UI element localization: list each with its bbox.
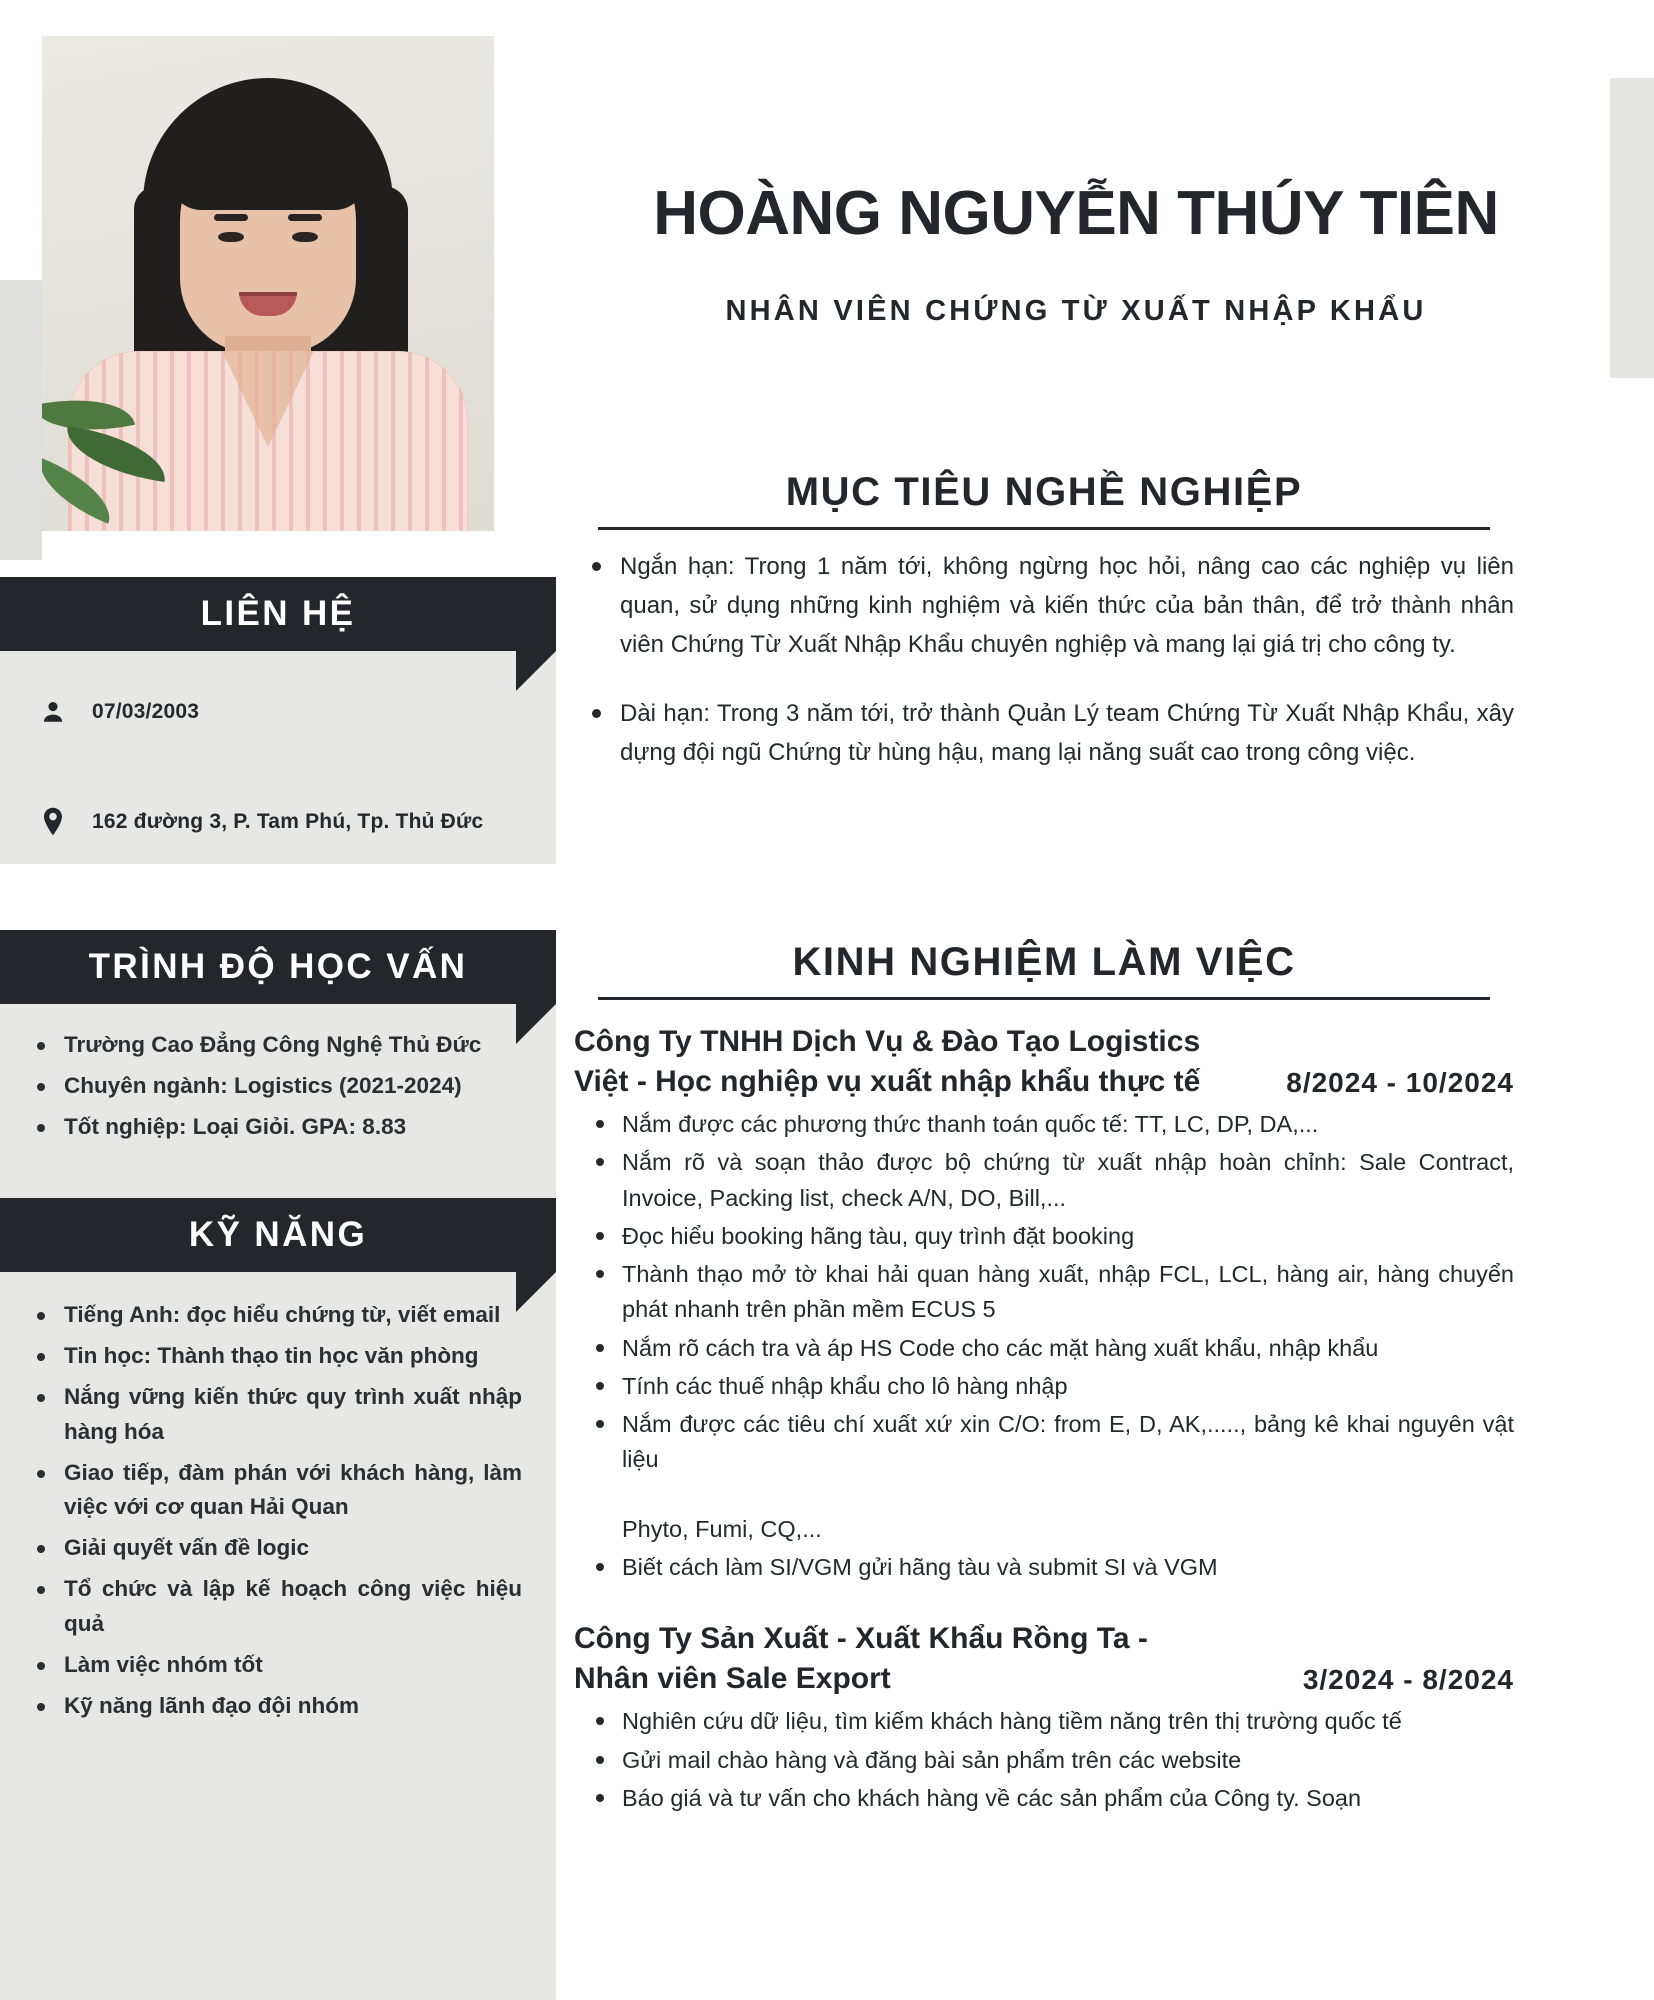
experience-title: KINH NGHIỆM LÀM VIỆC — [792, 940, 1296, 984]
profile-photo — [42, 36, 494, 531]
ribbon-fold — [516, 1272, 556, 1312]
education-section — [0, 930, 556, 1198]
list-item: Nắm rõ và soạn thảo được bộ chứng từ xuất nhập hoàn chỉnh: Sale Contract, Invoice, Packing list, check A/N, DO, Bill,... — [574, 1145, 1514, 1216]
page-title: HOÀNG NGUYỄN THÚY TIÊN — [653, 179, 1499, 248]
person-icon — [36, 699, 70, 725]
job-header — [574, 1022, 1514, 1101]
divider — [598, 997, 1490, 1000]
divider — [598, 527, 1490, 530]
list-item: Báo giá và tư vấn cho khách hàng về các sản phẩm của Công ty. Soạn — [574, 1781, 1514, 1816]
contact-birthdate-value: 07/03/2003 — [92, 700, 200, 723]
contact-section-header — [0, 577, 556, 651]
list-item: Nắm rõ cách tra và áp HS Code cho các mặt hàng xuất khẩu, nhập khẩu — [574, 1331, 1514, 1366]
job-title: Công Ty TNHH Dịch Vụ & Đào Tạo Logistics Việt - Học nghiệp vụ xuất nhập khẩu thực tế — [574, 1025, 1201, 1098]
job-title: Công Ty Sản Xuất - Xuất Khẩu Rồng Ta - Nhân viên Sale Export — [574, 1622, 1148, 1695]
skills-title: KỸ NĂNG — [188, 1215, 368, 1254]
photo-backdrop — [0, 280, 42, 560]
job-duties-list — [574, 1107, 1514, 1585]
list-item: Gửi mail chào hàng và đăng bài sản phẩm trên các website — [574, 1743, 1514, 1778]
skills-list — [0, 1298, 556, 1723]
contact-title: LIÊN HỆ — [200, 594, 356, 633]
job-date: 8/2024 - 10/2024 — [1286, 1067, 1514, 1099]
list-item: Tiếng Anh: đọc hiểu chứng từ, viết email — [30, 1298, 522, 1332]
skills-section-header — [0, 1198, 556, 1272]
list-item: Kỹ năng lãnh đạo đội nhóm — [30, 1689, 522, 1723]
sidebar — [0, 0, 556, 2000]
experience-entry — [574, 1619, 1514, 1816]
list-item: Tốt nghiệp: Loại Giỏi. GPA: 8.83 — [30, 1110, 522, 1144]
ribbon-fold — [516, 1004, 556, 1044]
list-item: Tính các thuế nhập khẩu cho lô hàng nhập — [574, 1369, 1514, 1404]
list-item: Nắm được các phương thức thanh toán quốc tế: TT, LC, DP, DA,... — [574, 1107, 1514, 1142]
job-header — [574, 1619, 1514, 1698]
list-item: Chuyên ngành: Logistics (2021-2024) — [30, 1069, 522, 1103]
list-item: Giải quyết vấn đề logic — [30, 1531, 522, 1565]
experience-entry — [574, 1022, 1514, 1585]
education-title: TRÌNH ĐỘ HỌC VẤN — [88, 947, 468, 986]
education-section-header — [0, 930, 556, 1004]
ribbon-fold — [516, 651, 556, 691]
list-item: Làm việc nhóm tốt — [30, 1648, 522, 1682]
contact-panel — [0, 651, 556, 864]
top-right-accent-block — [1610, 78, 1654, 378]
job-duties-list — [574, 1704, 1514, 1816]
education-list — [0, 1028, 556, 1145]
list-item: Thành thạo mở tờ khai hải quan hàng xuất, nhập FCL, LCL, hàng air, hàng chuyển phát nhanh trên phần mềm ECUS 5 — [574, 1257, 1514, 1328]
contact-item-address — [0, 807, 556, 837]
list-item: Nghiên cứu dữ liệu, tìm kiếm khách hàng tiềm năng trên thị trường quốc tế — [574, 1704, 1514, 1739]
skills-section — [0, 1198, 556, 2000]
skills-panel — [0, 1272, 556, 2000]
list-item: Tin học: Thành thạo tin học văn phòng — [30, 1339, 522, 1373]
location-pin-icon — [36, 807, 70, 837]
job-date: 3/2024 - 8/2024 — [1302, 1664, 1514, 1696]
list-item: Dài hạn: Trong 3 năm tới, trở thành Quản Lý team Chứng Từ Xuất Nhập Khẩu, xây dựng đội ngũ Chứng từ hùng hậu, mang lại năng suất cao trong công việc. — [574, 695, 1514, 773]
education-panel — [0, 1004, 556, 1198]
objective-title: MỤC TIÊU NGHỀ NGHIỆP — [785, 470, 1303, 514]
list-item: Biết cách làm SI/VGM gửi hãng tàu và submit SI và VGM — [574, 1550, 1514, 1585]
contact-address-value: 162 đường 3, P. Tam Phú, Tp. Thủ Đức — [92, 810, 484, 833]
contact-item-birthdate — [0, 699, 556, 725]
list-item: Nắng vững kiến thức quy trình xuất nhập hàng hóa — [30, 1380, 522, 1448]
list-item: Đọc hiểu booking hãng tàu, quy trình đặt booking — [574, 1219, 1514, 1254]
objective-list — [574, 548, 1514, 772]
list-item: Ngắn hạn: Trong 1 năm tới, không ngừng học hỏi, nâng cao các nghiệp vụ liên quan, sử dụng những kinh nghiệm và kiến thức của bản thân, để trở thành nhân viên Chứng Từ Xuất Nhập Khẩu chuyên nghiệp và mang lại giá trị cho công ty. — [574, 548, 1514, 665]
contact-section — [0, 577, 556, 864]
list-item: Nắm được các tiêu chí xuất xứ xin C/O: from E, D, AK,....., bảng kê khai nguyên vật liệu — [574, 1407, 1514, 1478]
list-item: Trường Cao Đẳng Công Nghệ Thủ Đức — [30, 1028, 522, 1062]
list-item: Giao tiếp, đàm phán với khách hàng, làm việc với cơ quan Hải Quan — [30, 1456, 522, 1524]
objective-section — [574, 470, 1514, 802]
experience-section — [574, 940, 1514, 1819]
list-item: Tổ chức và lập kế hoạch công việc hiệu quả — [30, 1572, 522, 1640]
job-role-subtitle: NHÂN VIÊN CHỨNG TỪ XUẤT NHẬP KHẨU — [725, 295, 1427, 327]
list-item: Phyto, Fumi, CQ,... — [622, 1515, 822, 1542]
